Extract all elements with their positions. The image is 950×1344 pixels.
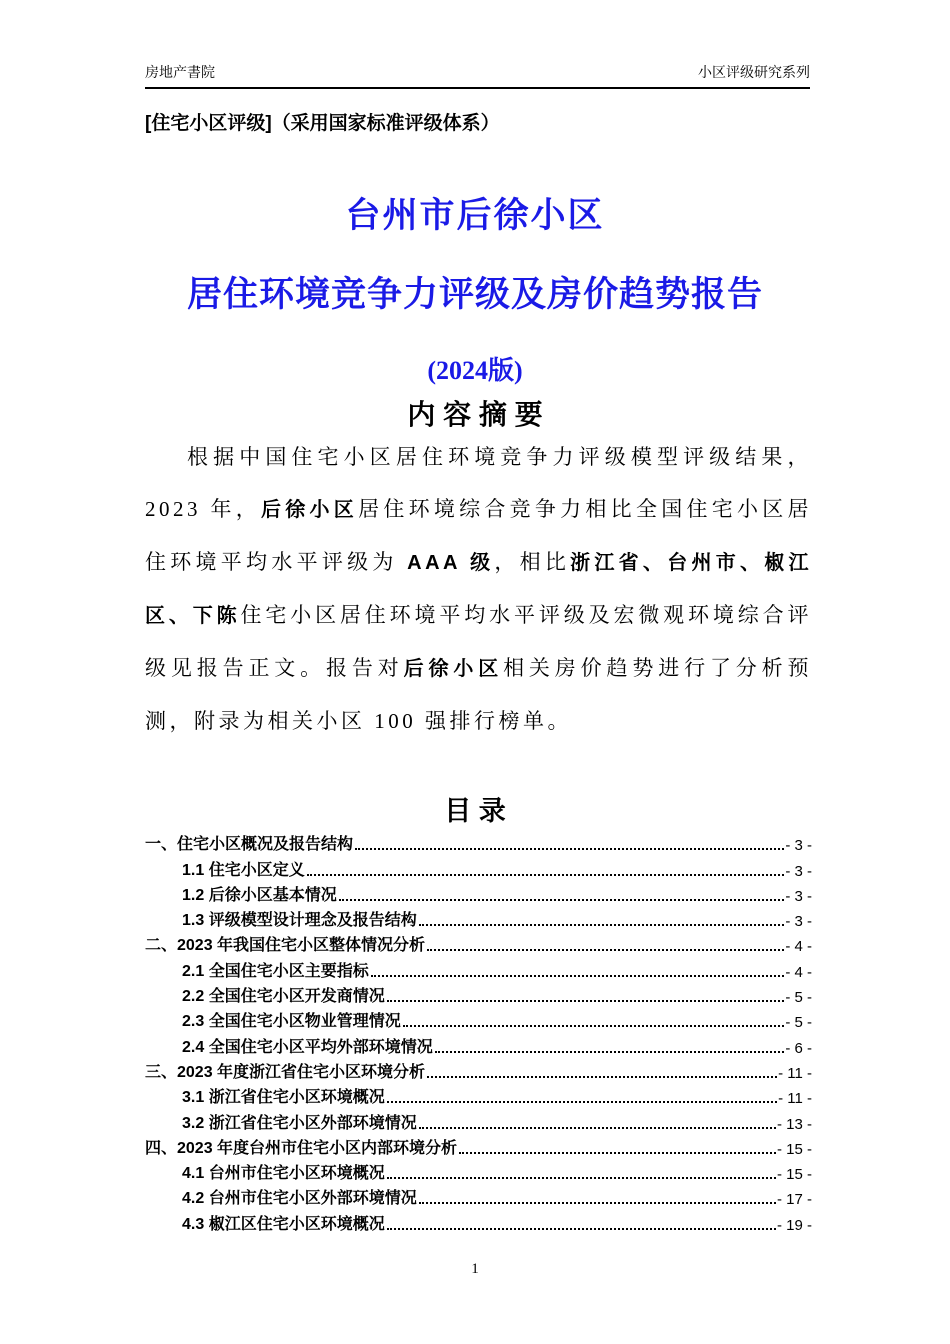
toc-item[interactable] — [145, 1158, 812, 1183]
toc-leader-dots — [387, 1000, 785, 1002]
toc-item-label: 3.1 浙江省住宅小区环境概况 — [182, 1089, 385, 1107]
toc-item-page: - 15 - — [776, 1140, 812, 1158]
toc-item[interactable] — [145, 1006, 812, 1031]
toc-item-label: 三、2023 年度浙江省住宅小区环境分析 — [145, 1063, 426, 1081]
summary-heading: 内 容 摘 要 — [407, 399, 543, 430]
toc-item-label: 2.3 全国住宅小区物业管理情况 — [182, 1013, 401, 1031]
toc-item-page: - 3 - — [785, 837, 812, 855]
toc-leader-dots — [307, 874, 785, 876]
toc-item-label: 1.2 后徐小区基本情况 — [182, 886, 337, 904]
toc-heading: 目 录 — [444, 796, 506, 826]
summary-text-segment: ，相比 — [494, 550, 571, 574]
page-header — [145, 62, 810, 89]
toc-item-page: - 19 - — [776, 1216, 812, 1234]
toc-item-page: - 13 - — [776, 1115, 812, 1133]
toc-item-page: - 4 - — [785, 963, 812, 981]
toc-leader-dots — [387, 1177, 776, 1179]
toc-item[interactable] — [145, 930, 812, 955]
toc-leader-dots — [419, 924, 785, 926]
toc-item-page: - 17 - — [776, 1191, 812, 1209]
toc-item[interactable] — [145, 1057, 812, 1082]
toc-item[interactable] — [145, 1107, 812, 1132]
summary-paragraph — [145, 431, 812, 747]
toc-item-label: 一、住宅小区概况及报告结构 — [145, 836, 354, 854]
summary-text-segment: 根据中国住宅小区居住环境竞争力评级模型评级结果，2023 年， — [145, 445, 812, 521]
header-left-label: 房地产書院 — [145, 64, 215, 80]
report-title-community: 台州市后徐小区 — [345, 196, 605, 235]
toc-item[interactable] — [145, 981, 812, 1006]
toc-item-label: 2.4 全国住宅小区平均外部环境情况 — [182, 1038, 433, 1056]
toc-item-page: - 3 - — [785, 887, 812, 905]
toc-leader-dots — [427, 1076, 777, 1078]
toc-item-page: - 3 - — [785, 913, 812, 931]
toc-item-label: 二、2023 年我国住宅小区整体情况分析 — [145, 937, 426, 955]
summary-text-segment: 居住环境综合竞争力相比全国住宅小区居住环境平均水平评级为 — [145, 497, 813, 574]
toc-item[interactable] — [145, 829, 812, 854]
toc-leader-dots — [355, 848, 784, 850]
toc-leader-dots — [403, 1025, 785, 1027]
toc-item-label: 2.1 全国住宅小区主要指标 — [182, 962, 369, 980]
toc-item-page: - 4 - — [785, 938, 812, 956]
toc-item[interactable] — [145, 1208, 812, 1233]
page-number: 1 — [471, 1261, 479, 1277]
toc-leader-dots — [387, 1101, 777, 1103]
toc-item[interactable] — [145, 1082, 812, 1107]
toc-leader-dots — [419, 1202, 776, 1204]
toc-item-page: - 11 - — [778, 1090, 812, 1108]
toc-item-label: 4.1 台州市住宅小区环境概况 — [182, 1165, 385, 1183]
toc-item[interactable] — [145, 1183, 812, 1208]
toc-item-page: - 15 - — [776, 1166, 812, 1184]
toc-leader-dots — [387, 1228, 776, 1230]
toc-leader-dots — [419, 1127, 776, 1129]
toc-item[interactable] — [145, 955, 812, 980]
report-title-edition: (2024版) — [427, 356, 523, 385]
toc-item-page: - 5 - — [785, 1014, 812, 1032]
toc-item-label: 四、2023 年度台州市住宅小区内部环境分析 — [145, 1139, 458, 1157]
toc-item[interactable] — [145, 1031, 812, 1056]
toc-item-page: - 6 - — [785, 1039, 812, 1057]
toc-item[interactable] — [145, 854, 812, 879]
table-of-contents — [145, 829, 812, 1234]
toc-item-label: 1.3 评级模型设计理念及报告结构 — [182, 912, 417, 930]
report-title-block — [0, 188, 950, 387]
toc-item-label: 4.3 椒江区住宅小区环境概况 — [182, 1215, 385, 1233]
report-title-main: 居住环境竞争力评级及房价趋势报告 — [186, 275, 763, 314]
summary-text-segment: 后徐小区 — [261, 499, 359, 521]
summary-text-segment: AAA 级 — [407, 552, 495, 574]
summary-text-segment: 后徐小区 — [403, 658, 504, 680]
summary-text-segment: 相关房价趋势进行了分析预测，附录为相关小区 100 强排行榜单。 — [145, 656, 813, 733]
header-right-label: 小区评级研究系列 — [698, 64, 810, 80]
summary-text-segment: 浙江省、台州市、椒江区、下陈 — [145, 552, 813, 627]
toc-leader-dots — [459, 1152, 776, 1154]
summary-text-segment: 住宅小区居住环境平均水平评级及宏微观环境综合评级见报告正文。报告对 — [145, 603, 813, 680]
toc-item[interactable] — [145, 905, 812, 930]
toc-item-label: 2.2 全国住宅小区开发商情况 — [182, 988, 385, 1006]
rating-system-note: [住宅小区评级]（采用国家标准评级体系） — [145, 113, 500, 134]
toc-item[interactable] — [145, 880, 812, 905]
toc-item-page: - 3 - — [785, 862, 812, 880]
toc-leader-dots — [339, 899, 785, 901]
toc-item-label: 1.1 住宅小区定义 — [182, 861, 305, 879]
toc-item-page: - 11 - — [778, 1064, 812, 1082]
toc-leader-dots — [427, 949, 784, 951]
toc-item-page: - 5 - — [785, 989, 812, 1007]
toc-item-label: 4.2 台州市住宅小区外部环境情况 — [182, 1190, 417, 1208]
toc-item[interactable] — [145, 1133, 812, 1158]
toc-item-label: 3.2 浙江省住宅小区外部环境情况 — [182, 1114, 417, 1132]
toc-leader-dots — [371, 975, 785, 977]
toc-leader-dots — [435, 1051, 785, 1053]
